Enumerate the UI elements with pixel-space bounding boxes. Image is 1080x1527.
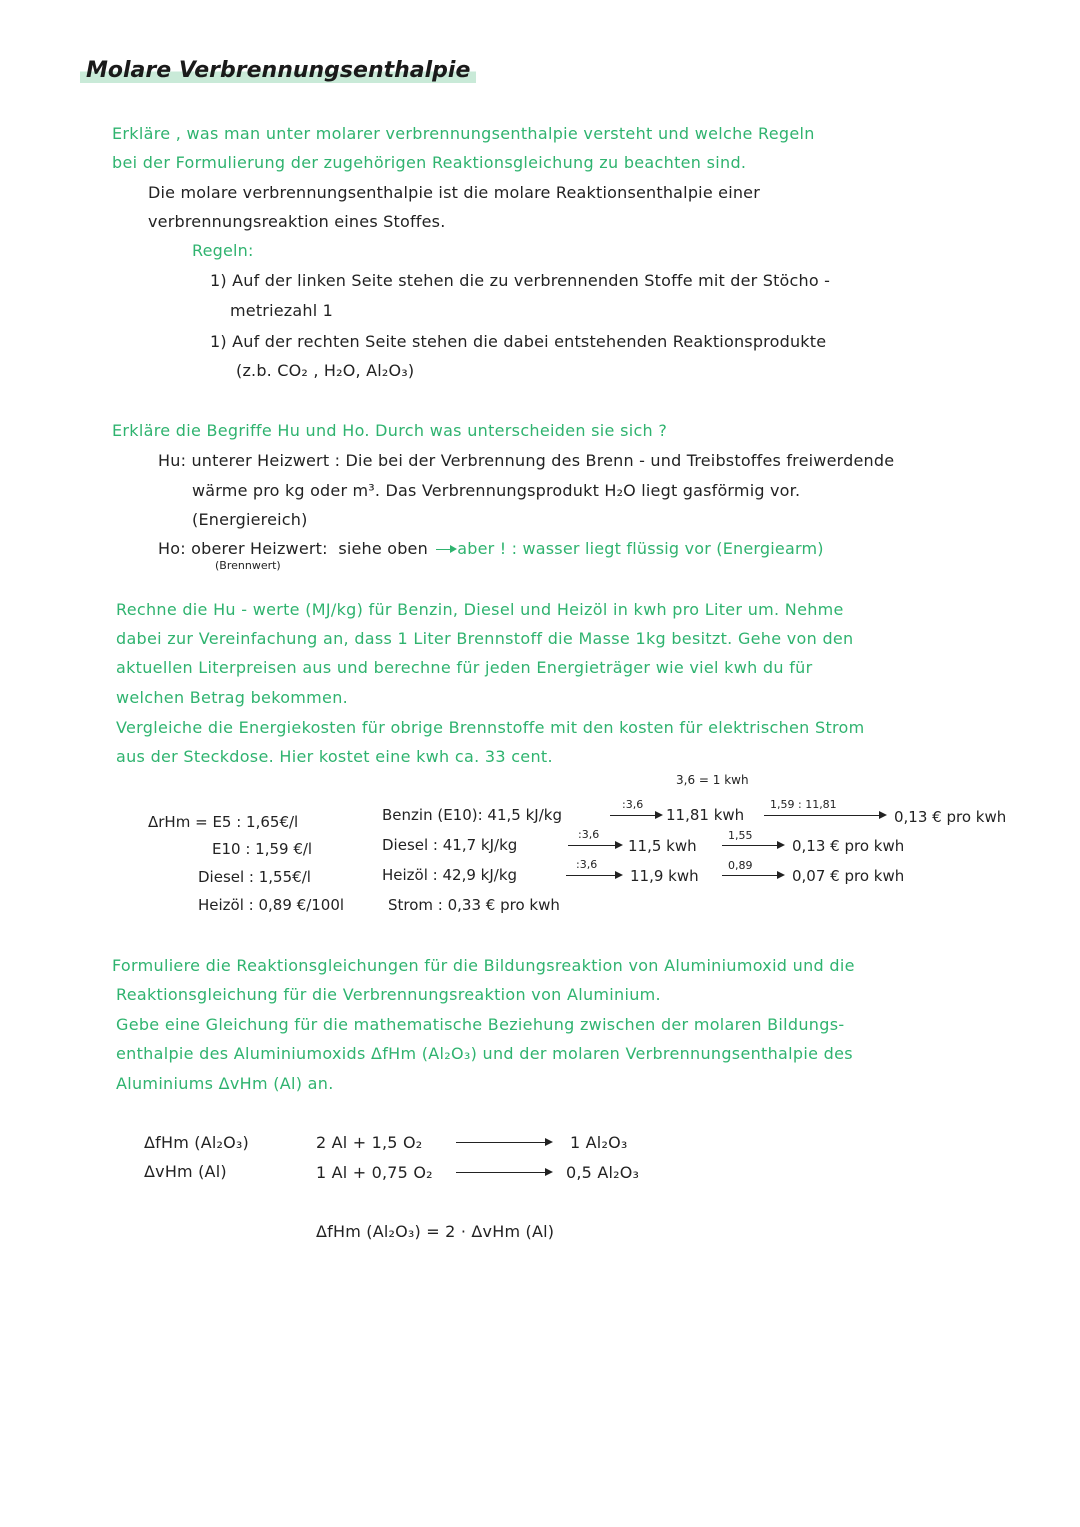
- relation-equation: ΔfHm (Al₂O₃) = 2 · ΔvHm (Al): [316, 1222, 555, 1241]
- ho-but: aber ! : wasser liegt flüssig vor (Energiearm): [457, 539, 824, 558]
- question-4-line-2: Reaktionsgleichung für die Verbrennungsreaktion von Aluminium.: [116, 985, 661, 1004]
- arrow-icon: [764, 815, 884, 816]
- fuel-heizoel-divisor: :3,6: [576, 858, 598, 871]
- question-1-line-1: Erkläre , was man unter molarer verbrennungsenthalpie versteht und welche Regeln: [112, 124, 815, 143]
- fuel-benzin-kwh: 11,81 kwh: [666, 806, 745, 824]
- fuel-benzin-result: 0,13 € pro kwh: [894, 808, 1007, 826]
- question-3-line-3: aktuellen Literpreisen aus und berechne für jeden Energieträger wie viel kwh du für: [116, 658, 813, 677]
- ho-subtitle: (Brennwert): [215, 559, 281, 572]
- hu-definition-line-2: wärme pro kg oder m³. Das Verbrennungsprodukt H₂O liegt gasförmig vor.: [192, 481, 801, 500]
- ho-definition-line-1: [158, 539, 824, 558]
- hu-label: Hu: [158, 451, 181, 470]
- hu-definition-line-1: [158, 451, 894, 470]
- fuel-heizoel-name: Heizöl : 42,9 kJ/kg: [382, 866, 518, 884]
- ho-heading: : oberer Heizwert:: [180, 539, 328, 558]
- question-4-line-1: Formuliere die Reaktionsgleichungen für die Bildungsreaktion von Aluminiumoxid und die: [112, 956, 855, 975]
- eq2-label: ΔvHm (Al): [144, 1162, 227, 1181]
- prices-label: [148, 813, 298, 831]
- fuel-benzin-divisor: :3,6: [622, 798, 644, 811]
- arrow-icon: [722, 875, 782, 876]
- question-3-line-6: aus der Steckdose. Hier kostet eine kwh ca. 33 cent.: [116, 747, 553, 766]
- price-e5: E5 : 1,65€/l: [212, 813, 299, 831]
- fuel-diesel-calc: 1,55: [728, 829, 753, 842]
- hu-text: : unterer Heizwert : Die bei der Verbrennung des Brenn - und Treibstoffes freiwerdende: [180, 451, 895, 470]
- fuel-diesel-divisor: :3,6: [578, 828, 600, 841]
- fuel-heizoel-kwh: 11,9 kwh: [630, 867, 699, 885]
- fuel-heizoel-result: 0,07 € pro kwh: [792, 867, 905, 885]
- rule-1-line-2: metriezahl 1: [230, 301, 334, 320]
- strom-price: Strom : 0,33 € pro kwh: [388, 896, 560, 914]
- question-3-line-2: dabei zur Vereinfachung an, dass 1 Liter Brennstoff die Masse 1kg besitzt. Gehe von den: [116, 629, 854, 648]
- question-3-line-4: welchen Betrag bekommen.: [116, 688, 349, 707]
- rule-2-line-2: (z.b. CO₂ , H₂O, Al₂O₃): [236, 361, 415, 380]
- question-3-line-1: Rechne die Hu - werte (MJ/kg) für Benzin, Diesel und Heizöl in kwh pro Liter um. Nehme: [116, 600, 844, 619]
- arrow-icon: [566, 875, 620, 876]
- arrow-icon: [436, 549, 454, 550]
- eq1-left: 2 Al + 1,5 O₂: [316, 1133, 423, 1152]
- rule-1-line-1: 1) Auf der linken Seite stehen die zu verbrennenden Stoffe mit der Stöcho -: [210, 271, 831, 290]
- rule-2-line-1: 1) Auf der rechten Seite stehen die dabei entstehenden Reaktionsprodukte: [210, 332, 827, 351]
- price-heizoel: Heizöl : 0,89 €/100l: [198, 896, 345, 914]
- eq2-left: 1 Al + 0,75 O₂: [316, 1163, 433, 1182]
- question-4-line-5: Aluminiums ΔvHm (Al) an.: [116, 1074, 334, 1093]
- answer-1-line-1: Die molare verbrennungsenthalpie ist die molare Reaktionsenthalpie einer: [148, 183, 761, 202]
- arrow-icon: [456, 1142, 550, 1143]
- arrow-icon: [722, 845, 782, 846]
- fuel-benzin-name: Benzin (E10): 41,5 kJ/kg: [382, 806, 562, 824]
- question-3-line-5: Vergleiche die Energiekosten für obrige Brennstoffe mit den kosten für elektrischen Strom: [116, 718, 865, 737]
- fuel-diesel-result: 0,13 € pro kwh: [792, 837, 905, 855]
- arrow-icon: [610, 815, 660, 816]
- fuel-heizoel-calc: 0,89: [728, 859, 753, 872]
- eq2-right: 0,5 Al₂O₃: [566, 1163, 640, 1182]
- ho-see-above: siehe oben: [338, 539, 428, 558]
- arrow-icon: [568, 845, 620, 846]
- eq1-label: ΔfHm (Al₂O₃): [144, 1133, 249, 1152]
- ho-label: Ho: [158, 539, 181, 558]
- arrow-icon: [456, 1172, 550, 1173]
- eq1-right: 1 Al₂O₃: [570, 1133, 628, 1152]
- question-2: Erkläre die Begriffe Hu und Ho. Durch was unterscheiden sie sich ?: [112, 421, 668, 440]
- answer-1-line-2: verbrennungsreaktion eines Stoffes.: [148, 212, 446, 231]
- hu-definition-line-3: (Energiereich): [192, 510, 308, 529]
- rules-heading: Regeln:: [192, 241, 254, 260]
- conversion-note: 3,6 = 1 kwh: [676, 773, 749, 787]
- prices-label-text: ΔrHm =: [148, 813, 208, 831]
- page-title: Molare Verbrennungsenthalpie: [80, 58, 476, 83]
- fuel-benzin-calc: 1,59 : 11,81: [770, 798, 837, 811]
- question-4-line-4: enthalpie des Aluminiumoxids ΔfHm (Al₂O₃) und der molaren Verbrennungsenthalpie des: [116, 1044, 853, 1063]
- fuel-diesel-name: Diesel : 41,7 kJ/kg: [382, 836, 518, 854]
- fuel-diesel-kwh: 11,5 kwh: [628, 837, 697, 855]
- price-e10: E10 : 1,59 €/l: [212, 840, 313, 858]
- question-4-line-3: Gebe eine Gleichung für die mathematische Beziehung zwischen der molaren Bildungs-: [116, 1015, 845, 1034]
- price-diesel: Diesel : 1,55€/l: [198, 868, 311, 886]
- question-1-line-2: bei der Formulierung der zugehörigen Reaktionsgleichung zu beachten sind.: [112, 153, 747, 172]
